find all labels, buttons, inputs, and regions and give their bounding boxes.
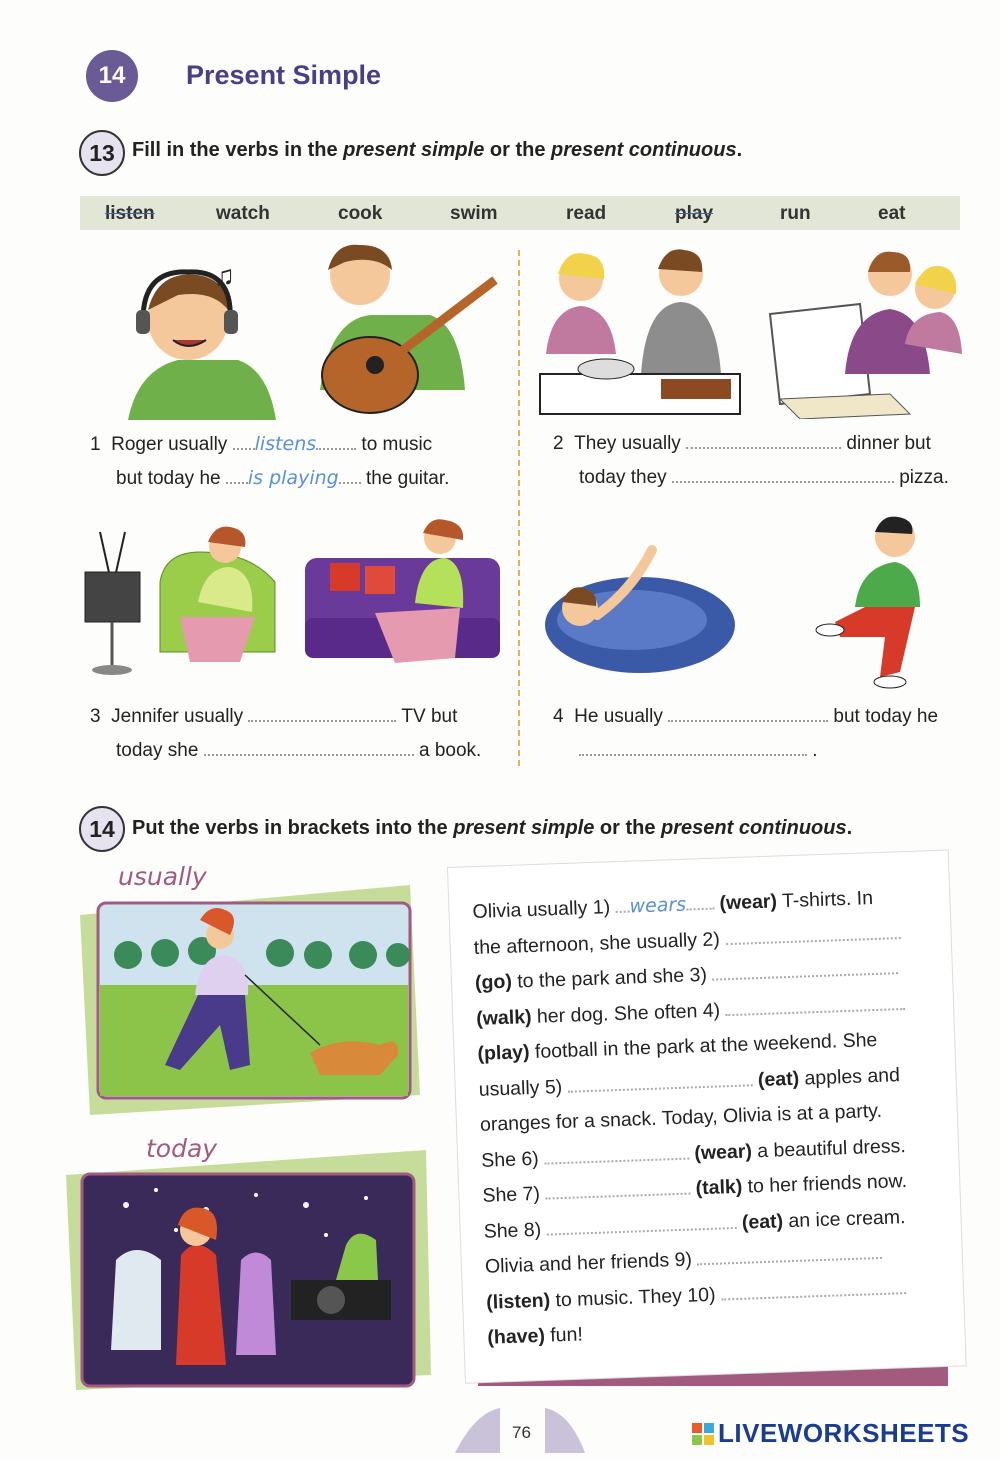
sentence-4-line-1: 4 He usually but today he — [553, 706, 939, 727]
sentence-2-line-2: today they pizza. — [579, 467, 949, 488]
answer-ex14-6[interactable] — [544, 1145, 689, 1164]
word-listen: listen — [105, 203, 155, 224]
sentence-4-line-2: . — [579, 740, 818, 762]
word-watch: watch — [216, 203, 270, 224]
illustration-girl-watching-tv — [80, 522, 280, 682]
illustration-olivia-park — [80, 885, 440, 1125]
answer-4a[interactable] — [668, 706, 828, 722]
svg-text:♫: ♫ — [214, 260, 235, 291]
answer-1b[interactable]: is playing — [247, 467, 339, 489]
exercise-14-number: 14 — [79, 806, 125, 852]
answer-ex14-10[interactable] — [721, 1280, 906, 1300]
illustration-boy-listening — [118, 250, 278, 420]
answer-ex14-2[interactable] — [725, 925, 900, 945]
word-swim: swim — [450, 203, 498, 224]
answer-ex14-3[interactable] — [712, 960, 898, 980]
illustration-olivia-party — [66, 1150, 436, 1395]
sentence-1-line-2: but today he is playing the guitar. — [116, 467, 450, 489]
exercise-13-instruction: Fill in the verbs in the present simple or the present continuous. — [132, 139, 743, 161]
exercise-13-number: 13 — [79, 130, 125, 176]
answer-3b[interactable] — [204, 740, 414, 756]
exercise-14-instruction: Put the verbs in brackets into the present simple or the present continuous. — [132, 817, 853, 839]
exercise-14-text: Olivia usually 1) wears (wear) T-shirts. In the afternoon, she usually 2) (go) to the park and she 3) (walk) her dog. She often 4) (play) football in the park at the weekend. She usually 5) (eat) apples and oranges for a snack. Today, Olivia is at a party. She 6) (wear) a beautiful dress. She 7) (talk) to her friends now. She 8) (eat) an ice cream. Olivia and her friends 9) (listen) to music. They 10) (have) fun! — [472, 887, 908, 1349]
liveworksheets-brand: LIVEWORKSHEETS — [718, 1418, 970, 1448]
column-divider — [518, 250, 520, 766]
sentence-3-line-2: today she a book. — [116, 740, 482, 761]
answer-ex14-7[interactable] — [545, 1181, 690, 1200]
answer-ex14-8[interactable] — [546, 1214, 736, 1235]
label-today: today — [146, 1134, 218, 1163]
word-read: read — [566, 203, 607, 224]
illustration-girl-reading — [305, 518, 505, 683]
illustration-couple-cooking — [536, 244, 746, 419]
answer-4b[interactable] — [579, 740, 807, 756]
word-play: play — [675, 203, 714, 224]
illustration-eating-pizza — [760, 244, 965, 419]
page-number: 76 — [512, 1423, 531, 1442]
unit-number-badge: 14 — [86, 50, 138, 102]
word-bank — [80, 196, 960, 230]
answer-3a[interactable] — [248, 706, 396, 722]
sentence-1-line-1: 1 Roger usually listens to music — [90, 433, 433, 455]
answer-ex14-4[interactable] — [725, 995, 905, 1015]
sentence-3-line-1: 3 Jennifer usually TV but — [90, 706, 458, 727]
illustration-boy-running — [800, 512, 960, 692]
word-run: run — [780, 203, 811, 224]
answer-ex14-1[interactable]: wears — [629, 893, 687, 918]
sentence-2-line-1: 2 They usually dinner but — [553, 433, 931, 454]
liveworksheets-logo-icon — [692, 1423, 714, 1445]
label-usually: usually — [118, 862, 207, 891]
answer-2b[interactable] — [672, 467, 894, 483]
word-eat: eat — [878, 203, 906, 224]
unit-title: Present Simple — [186, 60, 382, 90]
answer-ex14-9[interactable] — [697, 1245, 882, 1265]
answer-2a[interactable] — [686, 433, 841, 449]
word-cook: cook — [338, 203, 383, 224]
answer-ex14-5[interactable] — [567, 1072, 752, 1092]
answer-1a[interactable]: listens — [254, 433, 317, 455]
illustration-boy-swimming — [542, 540, 742, 680]
illustration-boy-guitar — [300, 240, 510, 420]
